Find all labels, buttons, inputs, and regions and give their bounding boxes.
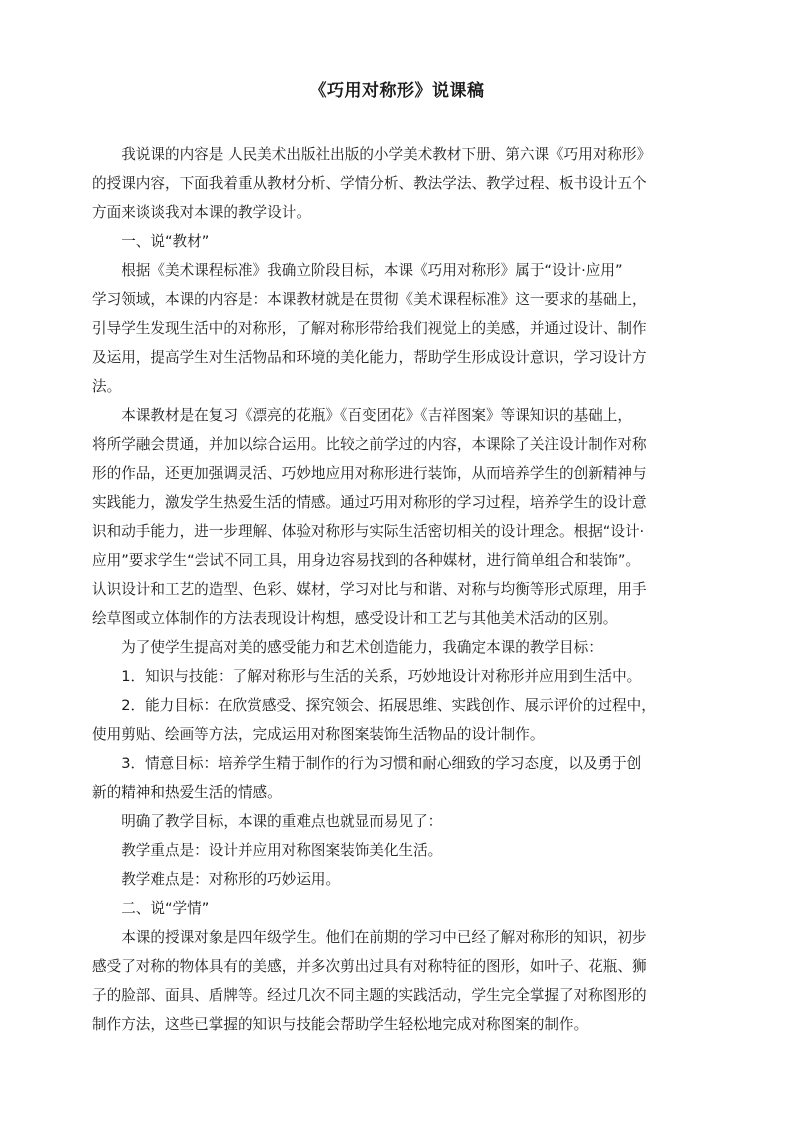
paragraph-line: 新的精神和热爱生活的情感。 — [92, 784, 282, 801]
paragraph-line: 应用”要求学生“尝试不同工具，用身边容易找到的各种媒材，进行简单组合和装饰”。 — [92, 552, 641, 569]
paragraph-line: 识和动手能力，进一步理解、体验对称形与实际生活密切相关的设计理念。根据“设计· — [92, 523, 645, 540]
paragraph — [92, 227, 714, 256]
paragraph — [92, 923, 714, 1039]
paragraph-line: 我说课的内容是 人民美术出版社出版的小学美术教材下册、第六课《巧用对称形》 — [121, 146, 652, 163]
paragraph-line: 将所学融会贯通，并加以综合运用。比较之前学过的内容，本课除了关注设计制作对称 — [92, 436, 647, 453]
paragraph — [92, 894, 714, 923]
paragraph — [92, 807, 714, 836]
paragraph-line: 绘草图或立体制作的方法表现设计构想，感受设计和工艺与其他美术活动的区别。 — [92, 610, 618, 627]
paragraph — [92, 662, 714, 691]
paragraph-line: 3．情意目标：培养学生精于制作的行为习惯和耐心细致的学习态度，以及勇于创 — [121, 755, 642, 772]
paragraph — [92, 401, 714, 633]
paragraph-line: 的授课内容，下面我着重从教材分析、学情分析、教法学法、教学过程、板书设计五个 — [92, 175, 647, 192]
paragraph-line: 引导学生发现生活中的对称形，了解对称形带给我们视觉上的美感，并通过设计、制作 — [92, 320, 647, 337]
paragraph-line: 使用剪贴、绘画等方法，完成运用对称图案装饰生活物品的设计制作。 — [92, 726, 545, 743]
paragraph — [92, 865, 714, 894]
paragraph-line: 根据《美术课程标准》我确立阶段目标，本课《巧用对称形》属于“设计·应用” — [121, 262, 623, 279]
paragraph-line: 认识设计和工艺的造型、色彩、媒材，学习对比与和谐、对称与均衡等形式原理，用手 — [92, 581, 647, 598]
paragraph-line: 感受了对称的物体具有的美感，并多次剪出过具有对称特征的图形，如叶子、花瓶、狮 — [92, 958, 647, 975]
document-body — [92, 140, 714, 1039]
paragraph-line: 教学重点是：设计并应用对称图案装饰美化生活。 — [121, 842, 443, 859]
paragraph — [92, 836, 714, 865]
paragraph-line: 一、说“教材” — [121, 233, 210, 250]
paragraph — [92, 749, 714, 807]
paragraph — [92, 633, 714, 662]
paragraph-line: 及运用，提高学生对生活物品和环境的美化能力，帮助学生形成设计意识，学习设计方 — [92, 349, 647, 366]
paragraph-line: 2．能力目标：在欣赏感受、探究领会、拓展思维、实践创作、展示评价的过程中， — [121, 697, 656, 714]
paragraph-line: 子的脸部、面具、盾牌等。经过几次不同主题的实践活动，学生完全掌握了对称图形的 — [92, 987, 647, 1004]
paragraph-line: 为了使学生提高对美的感受能力和艺术创造能力，我确定本课的教学目标： — [121, 639, 603, 656]
paragraph-line: 本课教材是在复习《漂亮的花瓶》《百变团花》《吉祥图案》等课知识的基础上， — [121, 407, 632, 424]
paragraph-line: 制作方法，这些已掌握的知识与技能会帮助学生轻松地完成对称图案的制作。 — [92, 1016, 589, 1033]
paragraph-line: 实践能力，激发学生热爱生活的情感。通过巧用对称形的学习过程，培养学生的设计意 — [92, 494, 647, 511]
paragraph-line: 本课的授课对象是四年级学生。他们在前期的学习中已经了解对称形的知识，初步 — [121, 929, 647, 946]
paragraph-line: 学习领域，本课的内容是：本课教材就是在贯彻《美术课程标准》这一要求的基础上， — [92, 291, 647, 308]
paragraph — [92, 140, 714, 227]
paragraph-line: 二、说“学情” — [121, 900, 210, 917]
paragraph-line: 方面来谈谈我对本课的教学设计。 — [92, 204, 311, 221]
paragraph — [92, 691, 714, 749]
paragraph-line: 教学难点是：对称形的巧妙运用。 — [121, 871, 341, 888]
paragraph-line: 1．知识与技能：了解对称形与生活的关系，巧妙地设计对称形并应用到生活中。 — [121, 668, 642, 685]
paragraph-line: 法。 — [92, 378, 122, 395]
paragraph — [92, 256, 714, 401]
document-title: 《巧用对称形》说课稿 — [309, 81, 485, 101]
paragraph-line: 明确了教学目标，本课的重难点也就显而易见了： — [121, 813, 443, 830]
paragraph-line: 形的作品，还更加强调灵活、巧妙地应用对称形进行装饰，从而培养学生的创新精神与 — [92, 465, 647, 482]
